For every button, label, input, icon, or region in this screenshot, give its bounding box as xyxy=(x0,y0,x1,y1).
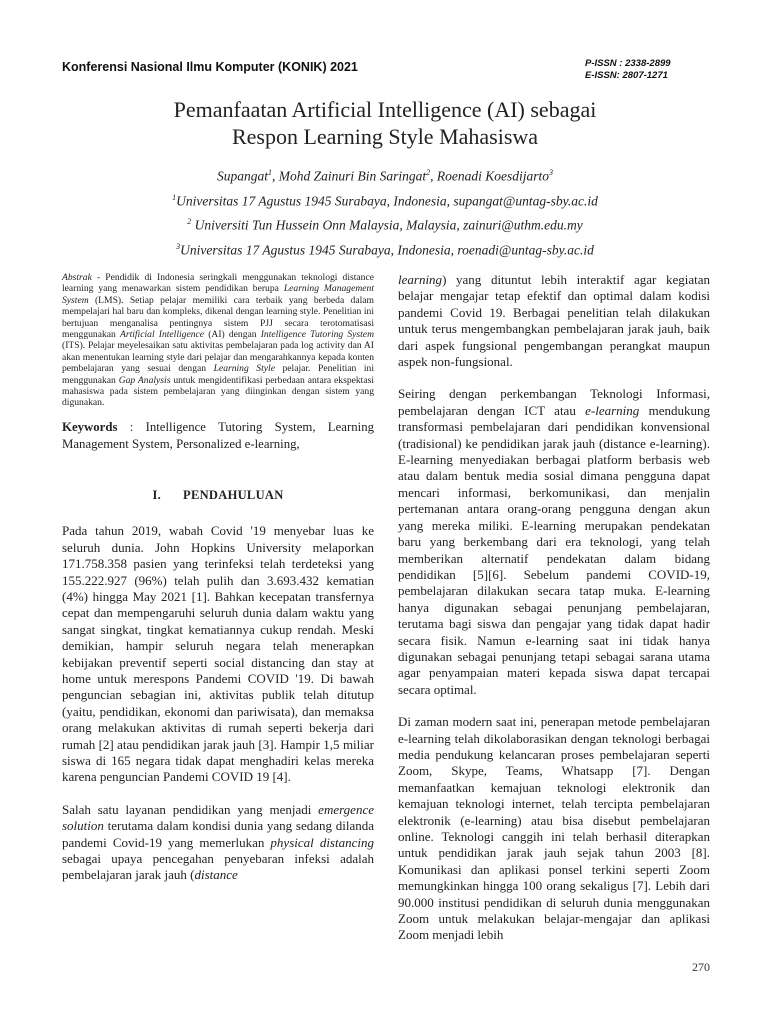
paper-title xyxy=(62,96,708,150)
affiliation-1 xyxy=(62,187,708,212)
affiliation-3-text: Universitas 17 Agustus 1945 Surabaya, Indonesia, roenadi@untag-sby.ac.id xyxy=(180,242,594,257)
abstract-italic: Learning Style xyxy=(213,363,275,375)
paragraph-text: sebagai upaya pencegahan penyebaran infeksi adalah pembelajaran jarak jauh ( xyxy=(62,851,374,883)
paragraph xyxy=(62,802,374,884)
paragraph: Pada tahun 2019, wabah Covid '19 menyebar luas ke seluruh dunia. John Hopkins University melaporkan 171.758.358 pasien yang terinfeksi telah terdeteksi yang 155.222.927 (96%) telah pulih dan 3.693.432 kematian (4%) hingga May 2021 [1]. Bahkan kecepatan transfernya cepat dan mempengaruhi seluruh dunia dalam waktu yang sangat singkat, tingkat kematiannya cukup rendah. Meski demikian, hampir seluruh negara telah menerapkan kebijakan preventif seperti social distancing dan stay at home untuk merespons Pandemi COVID '19. Di bawah penguncian sebagian ini, aktivitas publik telah ditutup (yaitu, pendidikan, ekonomi dan pariwisata), dan memaksa orang melakukan aktivitas di rumah seperti bekerja dari rumah [2] atau pendidikan jarak jauh [3]. Hampir 1,5 miliar siswa di 165 negara tidak dapat menghadiri kelas mereka karena penguncian Pandemi COVID 19 [4]. xyxy=(62,523,374,785)
p-issn: P-ISSN : 2338-2899 xyxy=(585,58,671,69)
paragraph xyxy=(398,386,710,698)
e-issn: E-ISSN: 2807-1271 xyxy=(585,70,668,81)
abstract-text: (ITS). Pelajar meyelesaikan satu aktivitas pembelajaran pada log activity dan AI akan menentukan learning style dari pelajar dan mengarahkannya kepada konten pembelajaran yang sesuai dengan xyxy=(62,340,374,375)
affiliation-2 xyxy=(62,211,708,236)
affiliation-3-sup: 3 xyxy=(176,241,181,251)
abstract-text: untuk mengidentifikasi perbedaan antara ekspektasi mahasiswa pada sistem pembelajaran yang diinginkan dengan sistem yang digunakan. xyxy=(62,374,374,409)
author-2: , Mohd Zainuri Bin Saringat xyxy=(272,168,427,184)
affiliation-3 xyxy=(62,236,708,261)
paragraph-text: ) yang dituntut lebih interaktif agar kegiatan belajar mengajar tetap efektif dan optimal dalam kodisi pandemi Covid 19. Berbagai penelitian telah dilakukan untuk terus mengembangkan pembelajaran jarak jauh, baik dari aspek fungsional pengembangan perangkat maupun aspek non-fungsional. xyxy=(398,272,710,370)
author-3: , Roenadi Koesdijarto xyxy=(430,168,550,184)
affiliation-2-text: Universiti Tun Hussein Onn Malaysia, Malaysia, zainuri@uthm.edu.my xyxy=(191,217,583,233)
author-1: Supangat xyxy=(216,168,268,184)
abstract-italic: Intelligence Tutoring System xyxy=(260,329,374,341)
affiliation-1-text: Universitas 17 Agustus 1945 Surabaya, Indonesia, supangat@untag-sby.ac.id xyxy=(176,193,598,208)
abstract-italic: Artificial Intelligence xyxy=(119,329,205,341)
abstract-text: (LMS). Setiap pelajar memiliki cara terbaik yang berbeda dalam mempelajari hal baru dan kompleks, dikenal dengan learning style. Penelitian ini bertujuan menganalisa pentingnya sistem PJJ secara terotomatisasi menggunakan xyxy=(62,294,374,341)
keywords-label: Keywords xyxy=(62,419,118,434)
paragraph-text: mendukung transformasi pembelajaran dari pendidikan konvensional (tradisional) ke pendidikan jarak jauh (distance e-learning). E-learning menyediakan berbagai platform berbasis web atau dalam bentuk media sosial dimana pengguna dapat mencari informasi, berkomunikasi, dan menjalin pertemanan antara orang-orang pengguna dengan akun yang mereka miliki. E-learning merupakan pendekatan baru yang berkembang dari era teknologi, yang telah memberikan alternatif pendekatan dalam bidang pendidikan [5][6]. Sebelum pandemi COVID-19, pembelajaran dilakukan secara tatap muka. E-learning hanya digunakan sebagai penunjang pembelajaran, terutama bagi siswa dan pengajar yang tidak dapat hadir secara fisik. Namun e-learning saat ini tidak hanya digunakan sebagai penunjang tetapi sebagai sarana utama agar penyampaian materi kepada siswa dapat tercapai secara optimal. xyxy=(398,402,710,697)
left-column xyxy=(62,272,374,900)
paragraph-italic: physical distancing xyxy=(270,834,374,850)
paragraph-italic: emergence solution xyxy=(62,801,374,834)
keywords-text: : Intelligence Tutoring System, Learning Management System, Personalized e-learning, xyxy=(62,419,374,451)
author-3-sup: 3 xyxy=(549,168,554,177)
author-names xyxy=(62,162,708,187)
affiliation-1-sup: 1 xyxy=(172,192,177,202)
section-number: I. xyxy=(152,487,162,502)
abstract-text: (AI) dengan xyxy=(204,329,261,341)
abstract-text: - Pendidik di Indonesia seringkali menggunakan teknologi distance learning yang menawarkan sistem pendidikan berupa xyxy=(62,272,374,295)
author-1-sup: 1 xyxy=(268,168,272,177)
conference-name: Konferensi Nasional Ilmu Komputer (KONIK) 2021 xyxy=(62,60,358,74)
abstract-italic: Learning Management System xyxy=(62,283,374,306)
paragraph-italic: e-learning xyxy=(585,402,640,418)
abstract-text: pelajar. Penelitian ini menggunakan xyxy=(62,363,375,386)
page-number: 270 xyxy=(692,960,710,974)
paragraph-text: Seiring dengan perkembangan Teknologi Informasi, pembelajaran dengan ICT atau xyxy=(398,386,710,418)
paragraph-text: terutama dalam kondisi dunia yang sedang dilanda pandemi Covid-19 yang memerlukan xyxy=(62,818,374,850)
title-line-2: Respon Learning Style Mahasiswa xyxy=(231,124,539,149)
paragraph: Di zaman modern saat ini, penerapan metode pembelajaran e-learning telah dikolaborasikan dengan teknologi berbagai media pendukung kelancaran proses pembelajaran seperti Zoom, Skype, Teams, Whatsapp [7]. Dengan memanfaatkan kemajuan teknologi elektronik dan kemajuan teknologi internet, telah tercipta pembelajaran elektronik (e-learning) atau bisa disebut pembelajaran online. Teknologi canggih ini telah berhasil diterapkan untuk pendidikan jarak jauh sejak tahun 2003 [8]. Komunikasi dan aplikasi ponsel terkini seperti Zoom memungkinkan hingga 100 orang sekaligus [7]. Lebih dari 90.000 institusi pendidikan di seluruh dunia menggunakan Zoom untuk melakukan belajar-mengajar dan aplikasi Zoom menjadi lebih xyxy=(398,714,710,943)
abstract-italic: Gap Analysis xyxy=(118,374,171,386)
paragraph-text: Salah satu layanan pendidikan yang menjadi xyxy=(62,801,319,817)
keywords xyxy=(62,419,374,453)
author-2-sup: 2 xyxy=(426,168,431,177)
paragraph-italic: distance xyxy=(194,867,238,883)
section-title: PENDAHULUAN xyxy=(183,487,284,502)
right-column xyxy=(398,272,710,960)
author-block xyxy=(62,162,708,260)
abstract xyxy=(62,272,374,409)
affiliation-2-sup: 2 xyxy=(187,217,192,226)
title-line-1: Pemanfaatan Artificial Intelligence (AI) sebagai xyxy=(173,97,597,122)
section-heading xyxy=(62,487,374,503)
issn-block xyxy=(585,58,671,82)
paragraph-italic: learning xyxy=(398,272,443,287)
abstract-label: Abstrak xyxy=(62,272,92,283)
paragraph xyxy=(398,272,710,370)
